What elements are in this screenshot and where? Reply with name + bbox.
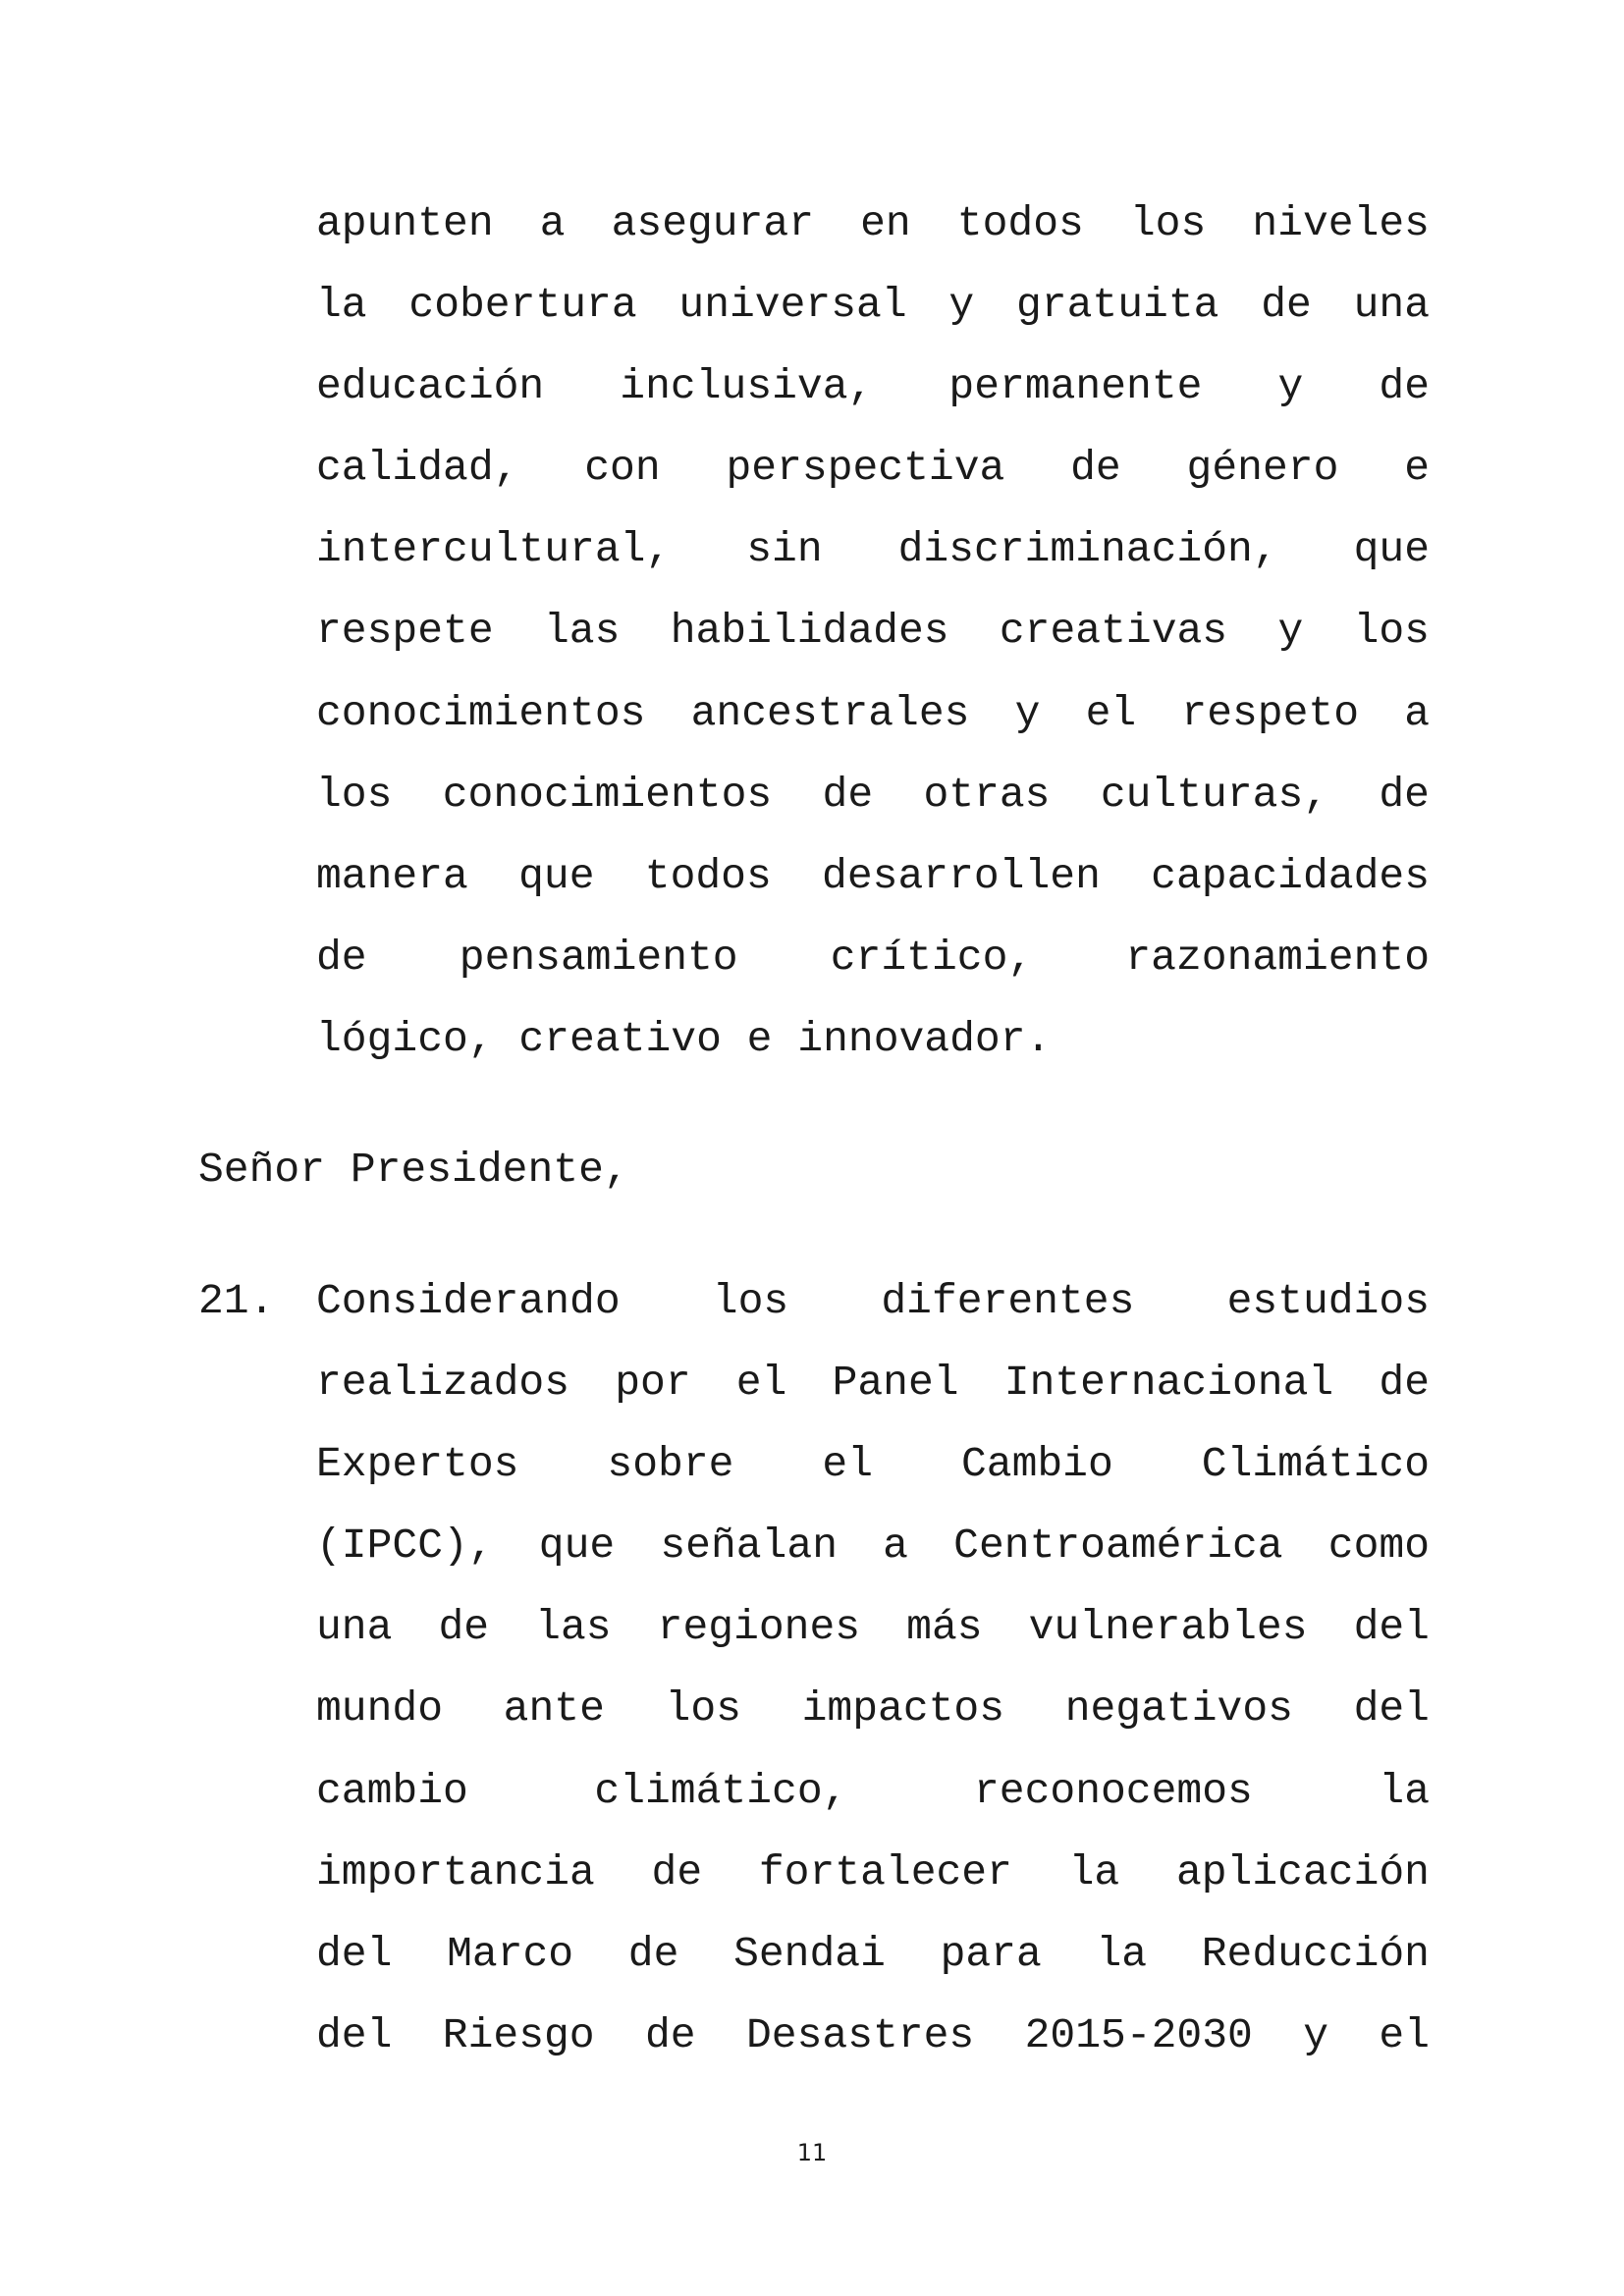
text-line: conocimientos ancestrales y el respeto a [316,689,1430,737]
paragraph-number: 21. [198,1277,275,1325]
text-line: Expertos sobre el Cambio Climático [316,1440,1430,1488]
text-line: apunten a asegurar en todos los niveles [316,199,1430,247]
text-line: la cobertura universal y gratuita de una [316,281,1430,329]
text-line: del Marco de Sendai para la Reducción [316,1930,1430,1978]
text-line: importancia de fortalecer la aplicación [316,1848,1430,1896]
text-line: (IPCC), que señalan a Centroamérica como [316,1522,1430,1570]
text-line: realizados por el Panel Internacional de [316,1359,1430,1407]
text-line: cambio climático, reconocemos la [316,1767,1430,1815]
text-line: Considerando los diferentes estudios [316,1277,1430,1325]
text-line: del Riesgo de Desastres 2015-2030 y el [316,2011,1430,2059]
text-line: respete las habilidades creativas y los [316,607,1430,655]
text-line: una de las regiones más vulnerables del [316,1603,1430,1651]
text-line: manera que todos desarrollen capacidades [316,852,1430,900]
salutation: Señor Presidente, [198,1146,629,1194]
text-line: calidad, con perspectiva de género e [316,444,1430,492]
text-line: los conocimientos de otras culturas, de [316,771,1430,819]
text-line: lógico, creativo e innovador. [316,1015,1052,1063]
text-line: mundo ante los impactos negativos del [316,1684,1430,1733]
text-line: educación inclusiva, permanente y de [316,362,1430,410]
text-line: de pensamiento crítico, razonamiento [316,934,1430,982]
text-line: intercultural, sin discriminación, que [316,525,1430,573]
page-number: 11 [796,2139,828,2166]
